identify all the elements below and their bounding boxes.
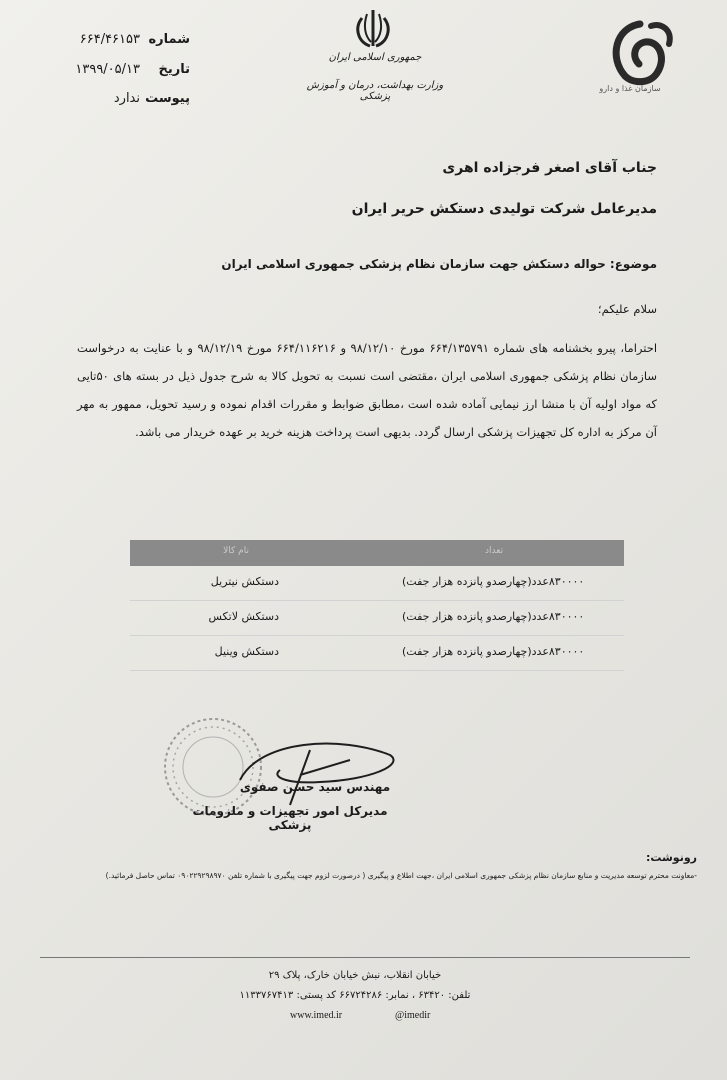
table-row xyxy=(130,601,624,636)
cc-label: رونوشت: xyxy=(645,851,697,864)
signatory-name: مهندس سید حسن صفوی xyxy=(239,780,391,794)
subject-line: موضوع: حواله دستکش جهت سازمان نظام پزشکی جمهوری اسلامی ایران xyxy=(221,257,657,271)
header-qty: تعداد xyxy=(485,546,504,556)
number-label: شماره xyxy=(148,32,190,47)
row-qty: ۸۳۰۰۰۰عدد(چهارصدو پانزده هزار جفت) xyxy=(402,645,585,658)
footer-phone: تلفن: ۶۳۴۲۰ ، نمابر: ۶۶۷۲۴۲۸۶ کد پستی: ۱۱۳۳۷۶۷۴۱۳ xyxy=(239,990,471,1001)
footer-social[interactable]: @imedir xyxy=(395,1010,431,1021)
iran-emblem xyxy=(350,6,396,52)
date-value: ۱۳۹۹/۰۵/۱۳ xyxy=(75,62,140,77)
meta-attachment xyxy=(50,91,190,109)
attachment-label: پیوست xyxy=(145,91,190,106)
table-row xyxy=(130,636,624,671)
signatory-title: مدیرکل امور تجهیزات و ملزومات پزشکی xyxy=(192,804,388,832)
attachment-value: ندارد xyxy=(113,91,140,106)
ministry-text: وزارت بهداشت، درمان و آموزش پزشکی xyxy=(306,80,444,102)
addressee-title: مدیرعامل شرکت تولیدی دستکش حریر ایران xyxy=(351,201,657,217)
cc-text: -معاونت محترم توسعه مدیریت و منابع سازمان نظام پزشکی جمهوری اسلامی ایران ،جهت اطلاع و پیگیری ( درصورت لزوم جهت پیگیری با شماره تلفن ۰۹۰۲۲۹۲۹۸۹۷۰ تماس حاصل فرمائید.) xyxy=(105,871,697,880)
footer-address: خیابان انقلاب، نبش خیابان خارک، پلاک ۲۹ xyxy=(268,970,442,981)
number-value: ۶۶۴/۴۶۱۵۳ xyxy=(79,32,140,47)
table-header xyxy=(130,540,624,566)
republic-text: جمهوری اسلامی ایران xyxy=(328,52,422,63)
footer-divider xyxy=(40,957,690,958)
emblem-icon xyxy=(350,6,396,52)
row-item: دستکش وینیل xyxy=(214,645,279,658)
row-item: دستکش لاتکس xyxy=(208,610,279,623)
row-qty: ۸۳۰۰۰۰عدد(چهارصدو پانزده هزار جفت) xyxy=(402,575,585,588)
goods-table xyxy=(130,540,624,671)
table-row xyxy=(130,566,624,601)
greeting: سلام علیکم؛ xyxy=(597,302,657,316)
date-label: تاریخ xyxy=(158,62,190,77)
addressee-name: جناب آقای اصغر فرجزاده اهری xyxy=(442,160,657,176)
meta-date xyxy=(50,62,190,80)
header-item: نام کالا xyxy=(223,546,249,556)
row-item: دستکش نیتریل xyxy=(210,575,279,588)
row-qty: ۸۳۰۰۰۰عدد(چهارصدو پانزده هزار جفت) xyxy=(402,610,585,623)
meta-number xyxy=(50,32,190,50)
footer-website[interactable]: www.imed.ir xyxy=(290,1010,343,1021)
logo-caption: سازمان غذا و دارو xyxy=(599,84,661,93)
body-paragraph: احتراما، پیرو بخشنامه های شماره ۶۶۴/۱۳۵۷۹۱ مورخ ۹۸/۱۲/۱۰ و ۶۶۴/۱۱۶۲۱۶ مورخ ۹۸/۱۲/۱۹ و با عنایت به درخواست سازمان نظام پزشکی جمهوری اسلامی ایران ،مقتضی است نسبت به تحویل کالا به شرح جدول ذیل در بسته های ۵۰تایی که مواد اولیه آن با منشا ارز نیمایی آماده شده است ،مطابق ضوابط و مقررات اقدام نموده و رسید تحویل، ممهور به مهر آن مرکز به اداره کل تجهیزات پزشکی ارسال گردد. بدیهی است پرداخت هزینه خرید بر عهده خریدار می باشد. xyxy=(77,341,658,439)
